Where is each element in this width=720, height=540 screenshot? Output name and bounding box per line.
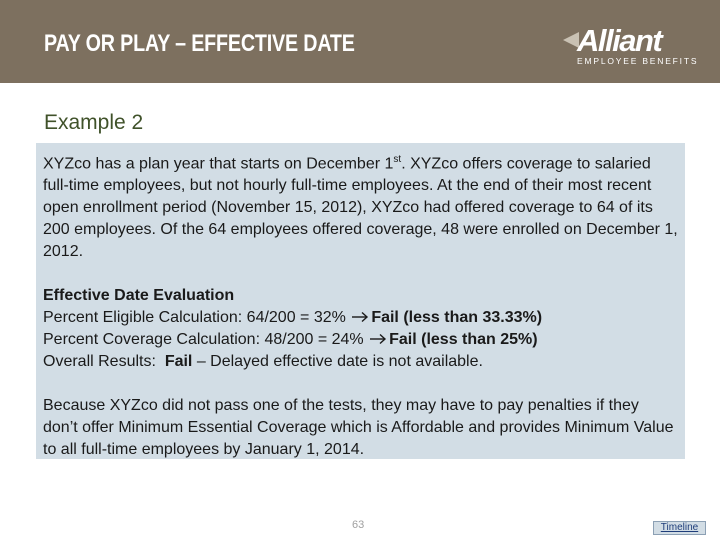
eligible-result: Fail (less than 33.33%) bbox=[371, 309, 543, 327]
right-arrow-icon bbox=[369, 333, 387, 345]
logo-name: Alliant bbox=[577, 23, 662, 58]
evaluation-heading: Effective Date Evaluation bbox=[43, 287, 235, 305]
header-bar bbox=[0, 0, 720, 83]
eligible-calculation-text: Percent Eligible Calculation: 64/200 = 32% bbox=[43, 309, 346, 327]
coverage-calculation-text: Percent Coverage Calculation: 48/200 = 24% bbox=[43, 331, 364, 349]
eligible-calculation-line bbox=[43, 307, 678, 329]
example-content-box bbox=[36, 143, 685, 459]
timeline-link-button[interactable]: Timeline bbox=[653, 521, 706, 535]
coverage-calculation-line bbox=[43, 329, 678, 351]
right-arrow-icon bbox=[351, 311, 369, 323]
scenario-paragraph bbox=[43, 149, 678, 263]
coverage-result: Fail (less than 25%) bbox=[389, 331, 538, 349]
page-number: 63 bbox=[352, 519, 365, 531]
overall-result: Fail bbox=[164, 353, 193, 371]
ordinal-suffix: st bbox=[393, 154, 402, 165]
overall-results-detail: – Delayed effective date is not available. bbox=[196, 353, 483, 371]
overall-results-line bbox=[43, 351, 678, 373]
conclusion-paragraph: Because XYZco did not pass one of the tests, they may have to pay penalties if they don’t offer Minimum Essential Coverage which is Affordable and provides Minimum Value to all full-time employees by January 1, 2014. bbox=[43, 397, 674, 459]
logo-tagline: EMPLOYEE BENEFITS bbox=[577, 56, 699, 66]
scenario-text-end: . XYZco offers coverage to salaried full-time employees, but not hourly full-time employees. At the end of their most recent open enrollment period (November 15, 2012), XYZco had offered coverage to 64 of its 200 employees. Of the 64 employees offered coverage, 48 were enrolled on December 1, 2012. bbox=[43, 155, 678, 261]
alliant-logo bbox=[563, 23, 699, 70]
scenario-text-start: XYZco has a plan year that starts on December 1 bbox=[43, 155, 394, 173]
overall-results-label: Overall Results: bbox=[43, 353, 156, 371]
section-title: Example 2 bbox=[44, 111, 144, 134]
page-title: PAY OR PLAY – EFFECTIVE DATE bbox=[44, 30, 355, 57]
